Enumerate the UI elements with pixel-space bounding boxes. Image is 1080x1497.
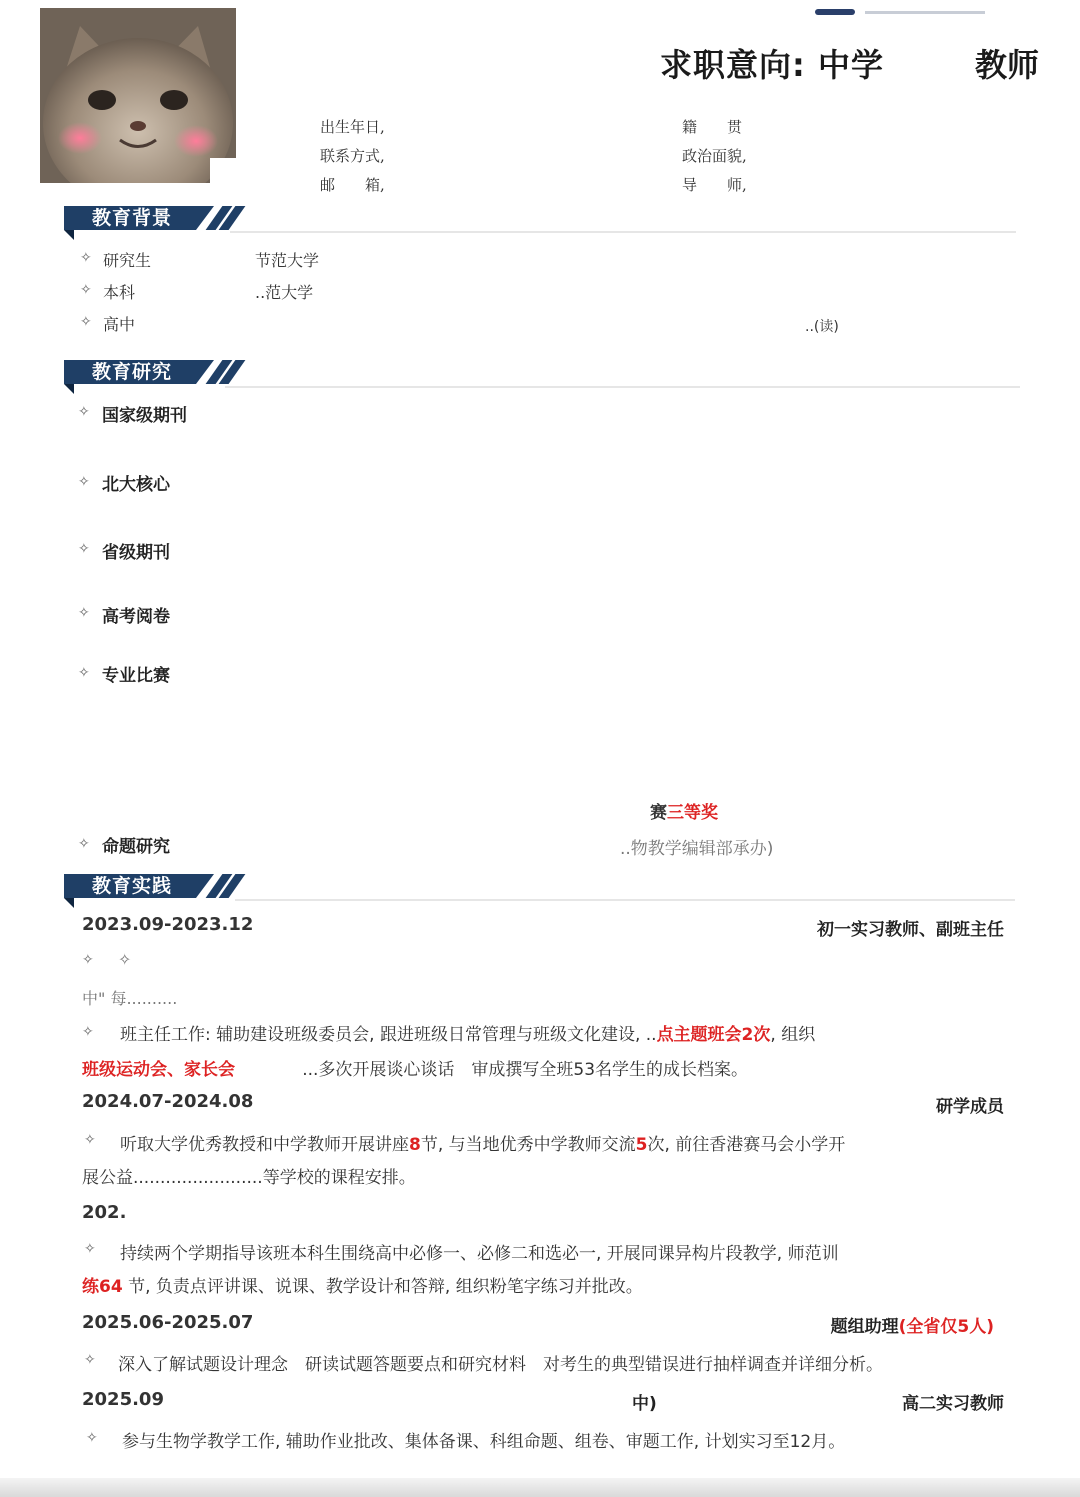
practice-role: 高二实习教师 (902, 1394, 1004, 1414)
practice-line: 练64 节, 负责点评讲课、说课、教学设计和答辩, 组织粉笔字练习并批改。 (82, 1277, 643, 1297)
practice-line: 深入了解试题设计理念 研读试题答题要点和研究材料 对考生的典型错误进行抽样调查并详细分析。 (118, 1355, 883, 1375)
edu-note-highschool: ..(读) (805, 319, 839, 335)
section-divider (230, 231, 1016, 233)
diamond-bullet-icon: ✧ (80, 250, 92, 266)
proposition-note: ..物教学编辑部承办) (620, 839, 774, 859)
political-status-label: 政治面貌, (682, 147, 747, 165)
diamond-bullet-icon: ✧ (86, 1430, 98, 1446)
school-logo-strip (815, 0, 995, 6)
research-item-national-journal: 国家级期刊 (102, 406, 187, 426)
research-item-provincial-journal: 省级期刊 (102, 543, 170, 563)
job-target-title: 求职意向: 中学 (660, 46, 884, 84)
practice-line: 听取大学优秀教授和中学教师开展讲座8节, 与当地优秀中学教师交流5次, 前往香港赛马会小学开 (120, 1135, 846, 1155)
practice-date: 2024.07-2024.08 (82, 1091, 254, 1112)
practice-line: 展公益........................等学校的课程安排。 (82, 1168, 416, 1188)
practice-date: 2025.09 (82, 1389, 164, 1410)
edu-level-grad: 研究生 (103, 251, 152, 270)
diamond-bullet-icon: ✧ (78, 836, 90, 852)
job-role: 教师 (975, 46, 1040, 84)
practice-line: 班级运动会、家长会 ...多次开展谈心谈话 审成撰写全班53名学生的成长档案。 (82, 1060, 749, 1080)
edu-school-grad: 节范大学 (255, 251, 320, 270)
competition-award: 赛三等奖 (650, 803, 718, 823)
practice-date: 2023.09-2023.12 (82, 914, 254, 935)
diamond-bullet-icon: ✧ (78, 665, 90, 681)
research-item-pku-core: 北大核心 (102, 475, 170, 495)
practice-line: 班主任工作: 辅助建设班级委员会, 跟进班级日常管理与班级文化建设, ..点主题班会2次, 组织 (120, 1025, 816, 1045)
birth-label: 出生年日, (320, 118, 385, 136)
diamond-bullet-icon: ✧ (78, 541, 90, 557)
section-divider (235, 899, 1015, 901)
contact-label: 联系方式, (320, 147, 385, 165)
practice-line: 中" 每.......... (82, 989, 178, 1008)
practice-role: 研学成员 (936, 1097, 1004, 1117)
diamond-bullet-icon: ✧ (80, 314, 92, 330)
section-title-practice: 教育实践 (92, 875, 173, 897)
edu-level-undergrad: 本科 (103, 283, 136, 302)
diamond-bullet-icon: ✧ (84, 1352, 96, 1368)
diamond-bullet-icon: ✧ (80, 282, 92, 298)
practice-line: 持续两个学期指导该班本科生围绕高中必修一、必修二和选必一, 开展同课异构片段教学, 师范训 (120, 1244, 839, 1264)
profile-photo (40, 8, 236, 198)
diamond-bullet-icon: ✧ (84, 1132, 96, 1148)
diamond-bullet-icon: ✧ (82, 952, 94, 968)
email-label: 邮 箱, (320, 176, 385, 194)
page-bottom-edge (0, 1478, 1080, 1497)
practice-date: 2025.06-2025.07 (82, 1312, 254, 1333)
practice-date: 202. (82, 1202, 127, 1223)
diamond-bullet-icon: ✧ (78, 605, 90, 621)
section-title-research: 教育研究 (92, 361, 173, 383)
diamond-bullet-icon: ✧ (82, 1024, 94, 1040)
practice-role: 初一实习教师、副班主任 (817, 920, 1004, 940)
practice-line: ✧ (118, 950, 132, 969)
section-title-education: 教育背景 (92, 207, 173, 229)
practice-role: 题组助理(全省仅5人) (830, 1317, 994, 1337)
research-item-proposition: 命题研究 (102, 837, 170, 857)
edu-school-undergrad: ..范大学 (255, 283, 314, 302)
diamond-bullet-icon: ✧ (78, 474, 90, 490)
diamond-bullet-icon: ✧ (84, 1241, 96, 1257)
section-divider (225, 386, 1020, 388)
research-item-gaokao-grading: 高考阅卷 (102, 607, 170, 627)
advisor-label: 导 师, (682, 176, 747, 194)
research-item-competition: 专业比赛 (102, 666, 170, 686)
native-place-label: 籍 贯 (682, 118, 743, 136)
practice-line: 参与生物学教学工作, 辅助作业批改、集体备课、科组命题、组卷、审题工作, 计划实习至12月。 (122, 1432, 846, 1452)
practice-mid-note: 中) (632, 1394, 657, 1414)
diamond-bullet-icon: ✧ (78, 404, 90, 420)
edu-level-highschool: 高中 (103, 315, 136, 334)
